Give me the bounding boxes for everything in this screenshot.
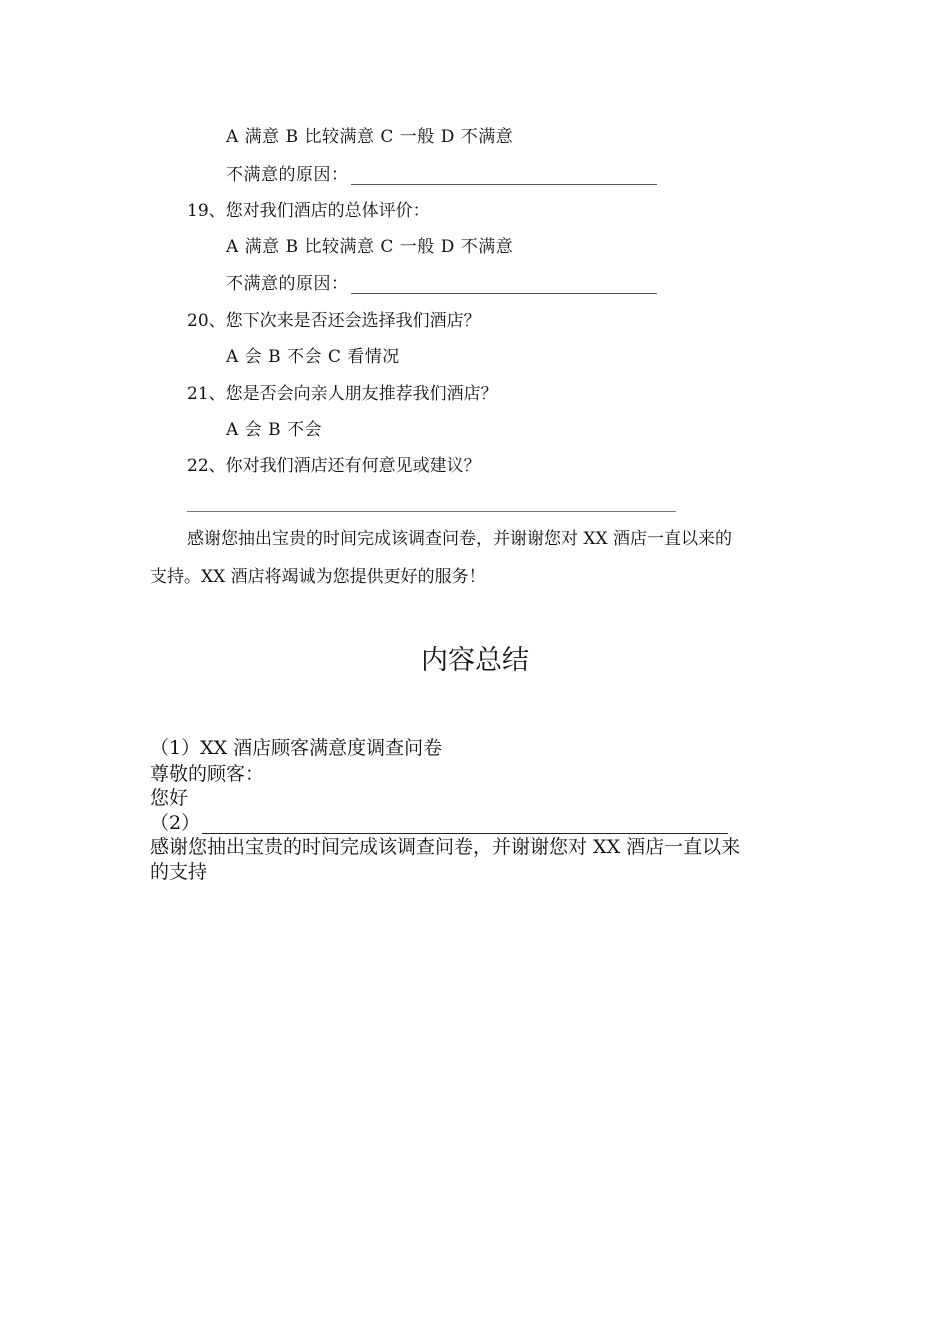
q19-question: 19、您对我们酒店的总体评价：	[187, 201, 430, 221]
summary-thanks-line-1: 感谢您抽出宝贵的时间完成该调查问卷，并谢谢您对 XX 酒店一直以来	[150, 836, 741, 858]
summary-item-2	[150, 812, 728, 834]
q19-reason-blank	[351, 277, 657, 294]
q20-options: A 会 B 不会 C 看情况	[226, 347, 400, 367]
q18-reason-label: 不满意的原因：	[226, 165, 349, 185]
q21-options: A 会 B 不会	[226, 420, 322, 440]
thanks-line-2: 支持。XX 酒店将竭诚为您提供更好的服务！	[150, 567, 486, 587]
q18-reason-blank	[351, 168, 657, 185]
summary-item-1: （1）XX 酒店顾客满意度调查问卷	[150, 737, 443, 759]
summary-item-2-prefix: （2）	[150, 812, 201, 834]
summary-greeting: 尊敬的顾客：	[150, 763, 265, 785]
q19-reason-row	[226, 274, 657, 294]
q20-question: 20、您下次来是否还会选择我们酒店？	[187, 311, 481, 331]
q19-reason-label: 不满意的原因：	[226, 274, 349, 294]
summary-hello: 您好	[150, 787, 189, 809]
summary-item-2-blank	[202, 815, 728, 834]
q22-answer-line	[187, 511, 676, 512]
thanks-line-1: 感谢您抽出宝贵的时间完成该调查问卷，并谢谢您对 XX 酒店一直以来的	[187, 529, 733, 549]
q18-reason-row	[226, 165, 657, 185]
summary-title: 内容总结	[421, 645, 529, 676]
q18-options: A 满意 B 比较满意 C 一般 D 不满意	[226, 127, 514, 147]
q19-options: A 满意 B 比较满意 C 一般 D 不满意	[226, 237, 514, 257]
q21-question: 21、您是否会向亲人朋友推荐我们酒店？	[187, 384, 498, 404]
summary-thanks-line-2: 的支持	[150, 861, 208, 883]
q22-question: 22、你对我们酒店还有何意见或建议？	[187, 456, 481, 476]
